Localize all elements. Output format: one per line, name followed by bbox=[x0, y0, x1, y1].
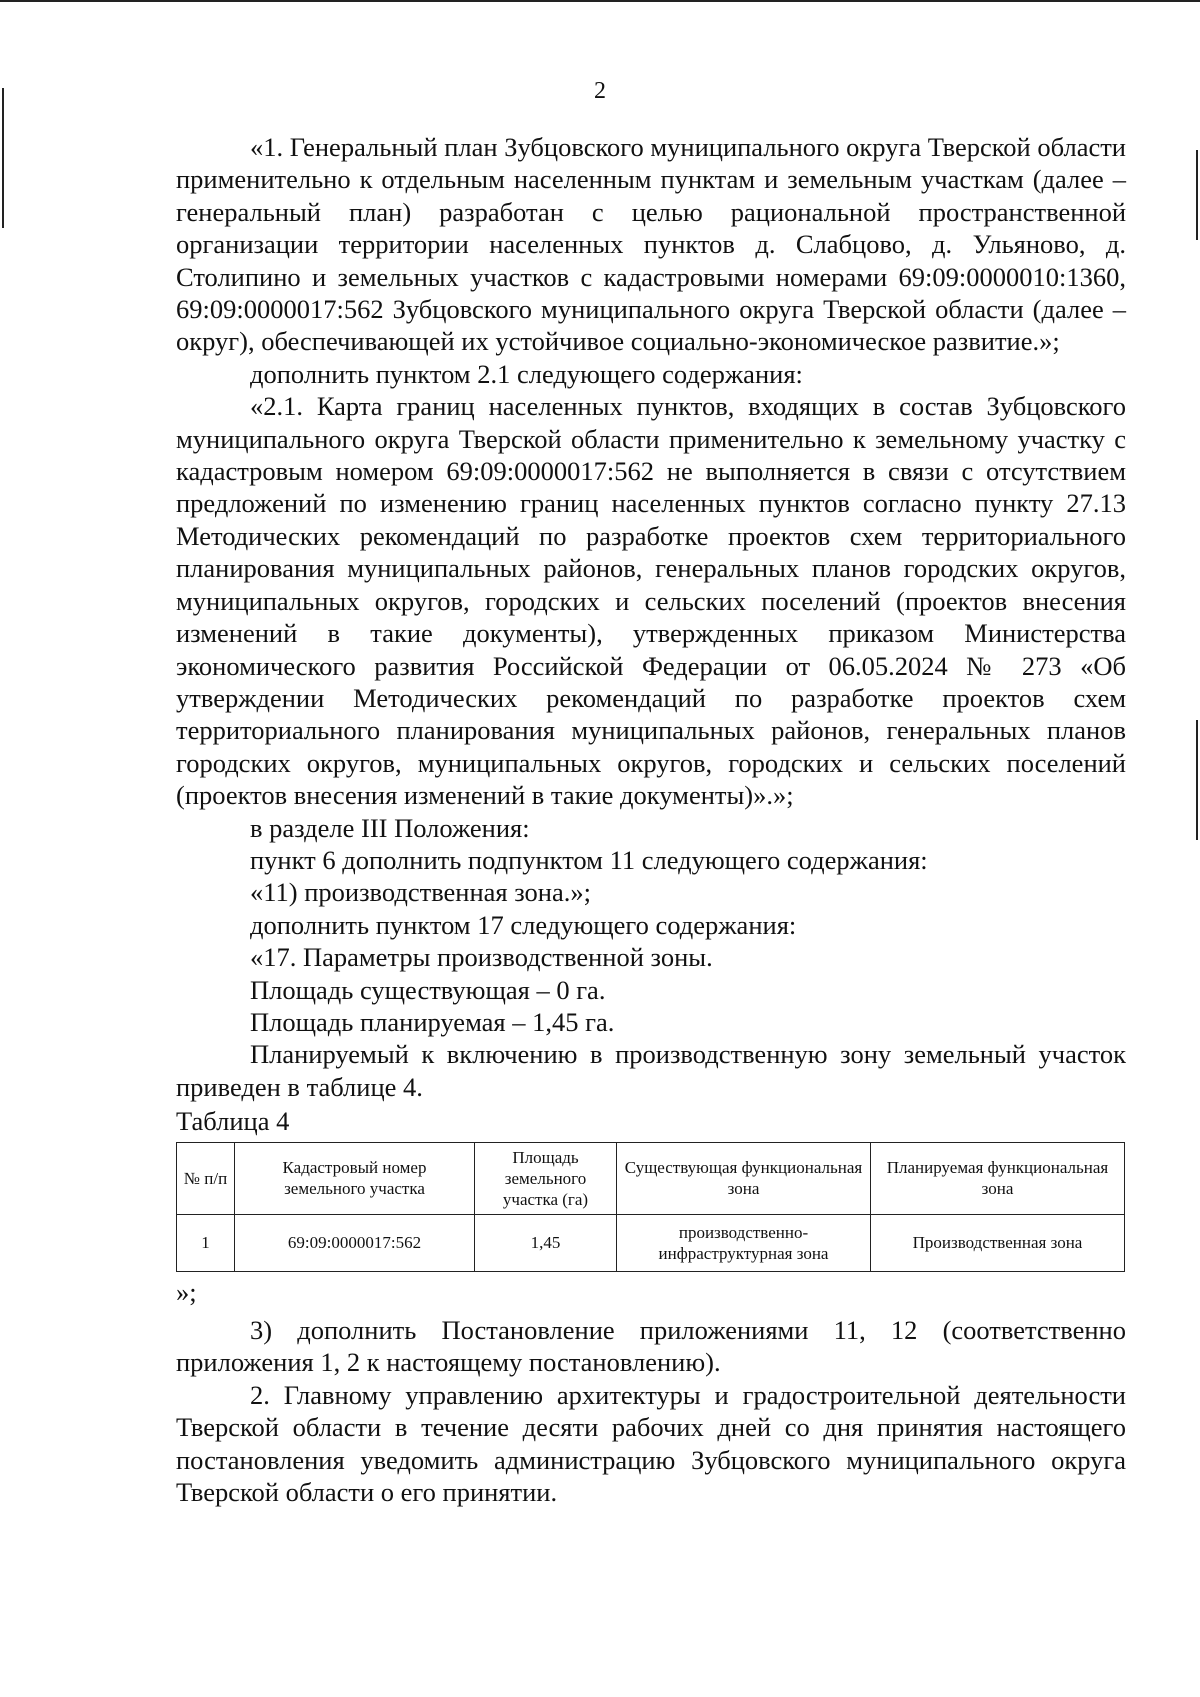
paragraph: «1. Генеральный план Зубцовского муниципального округа Тверской области применительно к отдельным населенным пунктам и земельным участкам (далее – генеральный план) разработан с целью рациональной пространственной организации территории населенных пунктов д. Слабцово, д. Ульяново, д. Столипино и земельных участков с кадастровыми номерами 69:09:0000010:1360, 69:09:0000017:562 Зубцовского муниципального округа Тверской области (далее – округ), обеспечивающей их устойчивое социально-экономическое развитие.»; bbox=[176, 132, 1126, 357]
scan-mark-left bbox=[2, 88, 4, 228]
page-number: 2 bbox=[594, 78, 606, 104]
paragraph: дополнить пунктом 2.1 следующего содержания: bbox=[250, 358, 803, 389]
table-header-cell: Площадь земельного участка (га) bbox=[475, 1142, 617, 1214]
document-body bbox=[176, 131, 1126, 1508]
paragraph: «11) производственная зона.»; bbox=[250, 877, 591, 908]
table-header-cell: № п/п bbox=[177, 1142, 235, 1214]
paragraph: Площадь планируемая – 1,45 га. bbox=[250, 1006, 615, 1037]
table-header-row bbox=[177, 1142, 1125, 1214]
table-header-cell: Существующая функциональная зона bbox=[617, 1142, 871, 1214]
paragraph: 2. Главному управлению архитектуры и градостроительной деятельности Тверской области в течение десяти рабочих дней со дня принятия настоящего постановления уведомить администрацию Зубцовского муниципального округа Тверской области о его принятии. bbox=[176, 1379, 1126, 1508]
table-header-cell: Планируемая функциональная зона bbox=[871, 1142, 1125, 1214]
table-cell: производственно-инфраструктурная зона bbox=[617, 1214, 871, 1271]
paragraph: дополнить пунктом 17 следующего содержания: bbox=[250, 909, 797, 940]
table-cell: Производственная зона bbox=[871, 1214, 1125, 1271]
table-4 bbox=[176, 1142, 1125, 1272]
paragraph: 3) дополнить Постановление приложениями 11, 12 (соответственно приложения 1, 2 к настоящему постановлению). bbox=[176, 1315, 1126, 1378]
table-header-cell: Кадастровый номер земельного участка bbox=[235, 1142, 475, 1214]
scan-mark-right bbox=[1196, 150, 1198, 240]
paragraph: Площадь существующая – 0 га. bbox=[250, 974, 606, 1005]
table-row bbox=[177, 1214, 1125, 1271]
table-cell: 1 bbox=[177, 1214, 235, 1271]
paragraph: «17. Параметры производственной зоны. bbox=[250, 942, 713, 973]
paragraph: пункт 6 дополнить подпунктом 11 следующего содержания: bbox=[250, 844, 928, 875]
table-closing-quote: »; bbox=[176, 1276, 197, 1307]
table-cell: 69:09:0000017:562 bbox=[235, 1214, 475, 1271]
paragraph: Планируемый к включению в производственную зону земельный участок приведен в таблице 4. bbox=[176, 1039, 1126, 1102]
table-caption: Таблица 4 bbox=[176, 1106, 290, 1137]
table-cell: 1,45 bbox=[475, 1214, 617, 1271]
scan-mark-right bbox=[1196, 720, 1198, 840]
scan-border-top bbox=[0, 0, 1200, 2]
paragraph: «2.1. Карта границ населенных пунктов, входящих в состав Зубцовского муниципального округа Тверской области применительно к земельному участку с кадастровым номером 69:09:0000017:562 не выполняется в связи с отсутствием предложений по изменению границ населенных пунктов согласно пункту 27.13 Методических рекомендаций по разработке проектов схем территориального планирования муниципальных районов, генеральных планов городских округов, муниципальных округов, городских и сельских поселений (проектов внесения изменений в такие документы), утвержденных приказом Министерства экономического развития Российской Федерации от 06.05.2024 № 273 «Об утверждении Методических рекомендаций по разработке проектов схем территориального планирования муниципальных районов, генеральных планов городских округов, муниципальных округов, городских и сельских поселений (проектов внесения изменений в такие документы)».»; bbox=[176, 391, 1126, 811]
paragraph: в разделе III Положения: bbox=[250, 812, 530, 843]
